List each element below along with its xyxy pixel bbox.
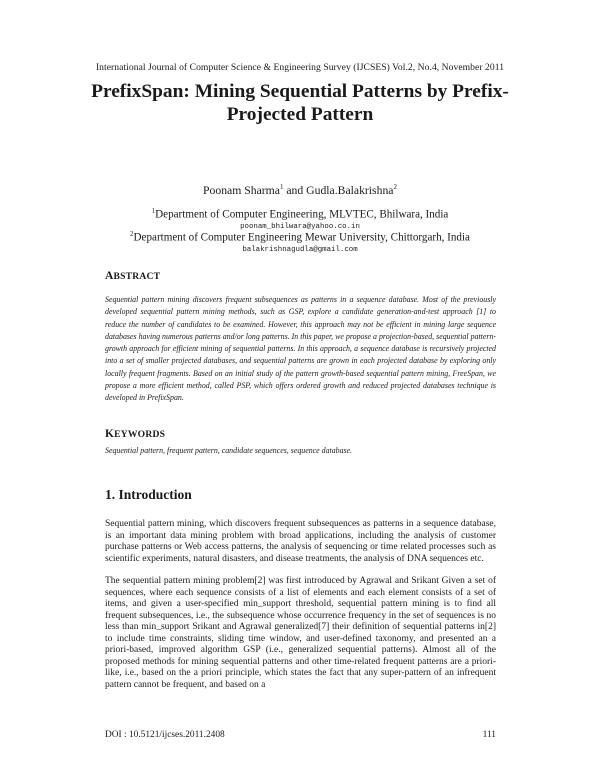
abstract-heading-rest: BSTRACT [113,271,161,282]
author-name: Gudla.Balakrishna [306,183,394,197]
affiliation [0,207,600,221]
author-email: poonam_bhilwara@yahoo.co.in [240,223,360,231]
author-email: balakrishnagudla@gmail.com [242,246,358,254]
author-joiner: and [283,183,307,197]
abstract-heading-initial: A [105,270,114,282]
affiliation-text: Department of Computer Engineering Mewar University, Chittorgarh, India [133,231,470,244]
affiliation-mark: 2 [130,230,134,238]
abstract-heading [105,270,160,282]
page-number: 111 [482,730,496,740]
affiliation-mark: 1 [279,183,284,191]
journal-header: International Journal of Computer Science & Engineering Survey (IJCSES) Vol.2, No.4, November 2011 [95,62,505,73]
doi-footer: DOI : 10.5121/ijcses.2011.2408 [105,730,225,740]
paper-title: PrefixSpan: Mining Sequential Patterns by Prefix-Projected Pattern [91,81,509,125]
affiliation-mark: 1 [151,207,156,215]
abstract-text: Sequential pattern mining discovers frequent subsequences as patterns in a sequence database. Most of the previously developed sequential pattern mining methods, such as GSP, explore a candidate generation-and-test approach [1] to reduce the number of candidates to be examined. However, this approach may not be efficient in mining large sequence databases having numerous patterns and/or long patterns. In this paper, we propose a projection-based, sequential pattern-growth approach for efficient mining of sequential patterns. In this approach, a sequence database is recursively projected into a set of smaller projected databases, and sequential patterns are grown in each projected database by exploring only locally frequent fragments. Based on an initial study of the pattern growth-based sequential pattern mining, FreeSpan, we propose a more efficient method, called PSP, which offers ordered growth and reduced projected databases technique is developed in PrefixSpan. [105,295,496,402]
intro-paragraph-1: Sequential pattern mining, which discovers frequent subsequences as patterns in a sequence database, is an important data mining problem with broad applications, including the analysis of customer purchase patterns or Web access patterns, the analysis of sequencing or time related processes such as scientific experiments, natural disasters, and disease treatments, the analysis of DNA sequences etc. [105,519,496,564]
introduction-heading: 1. Introduction [105,487,192,502]
affiliation-text: Department of Computer Engineering, MLVTEC, Bhilwara, India [155,208,449,221]
intro-paragraph-2: The sequential pattern mining problem[2] was first introduced by Agrawal and Srikant Given a set of sequences, where each sequence consists of a list of elements and each element consists of a set of items, and given a user-specified min_support threshold, sequential pattern mining is to find all frequent subsequences, i.e., the subsequence whose occurrence frequency in the set of sequences is no less than min_support Srikant and Agrawal generalized[7] their definition of sequential patterns in[2] to include time constraints, sliding time window, and user-defined taxonomy, and presented an a priori-based, improved algorithm GSP (i.e., generalized sequential patterns). Almost all of the proposed methods for mining sequential patterns and other time-related frequent patterns are a priori-like, i.e., based on the a priori principle, which states the fact that any super-pattern of an infrequent pattern cannot be frequent, and based on a [105,576,496,690]
affiliation-mark: 2 [393,183,397,191]
author-line [0,183,600,197]
affiliation [0,230,600,244]
keywords-text: Sequential pattern, frequent pattern, candidate sequences, sequence database. [105,446,353,455]
author-name: Poonam Sharma [203,183,280,197]
keywords-heading-rest: EYWORDS [114,429,166,440]
keywords-heading [105,428,165,440]
keywords-heading-initial: K [105,428,115,440]
